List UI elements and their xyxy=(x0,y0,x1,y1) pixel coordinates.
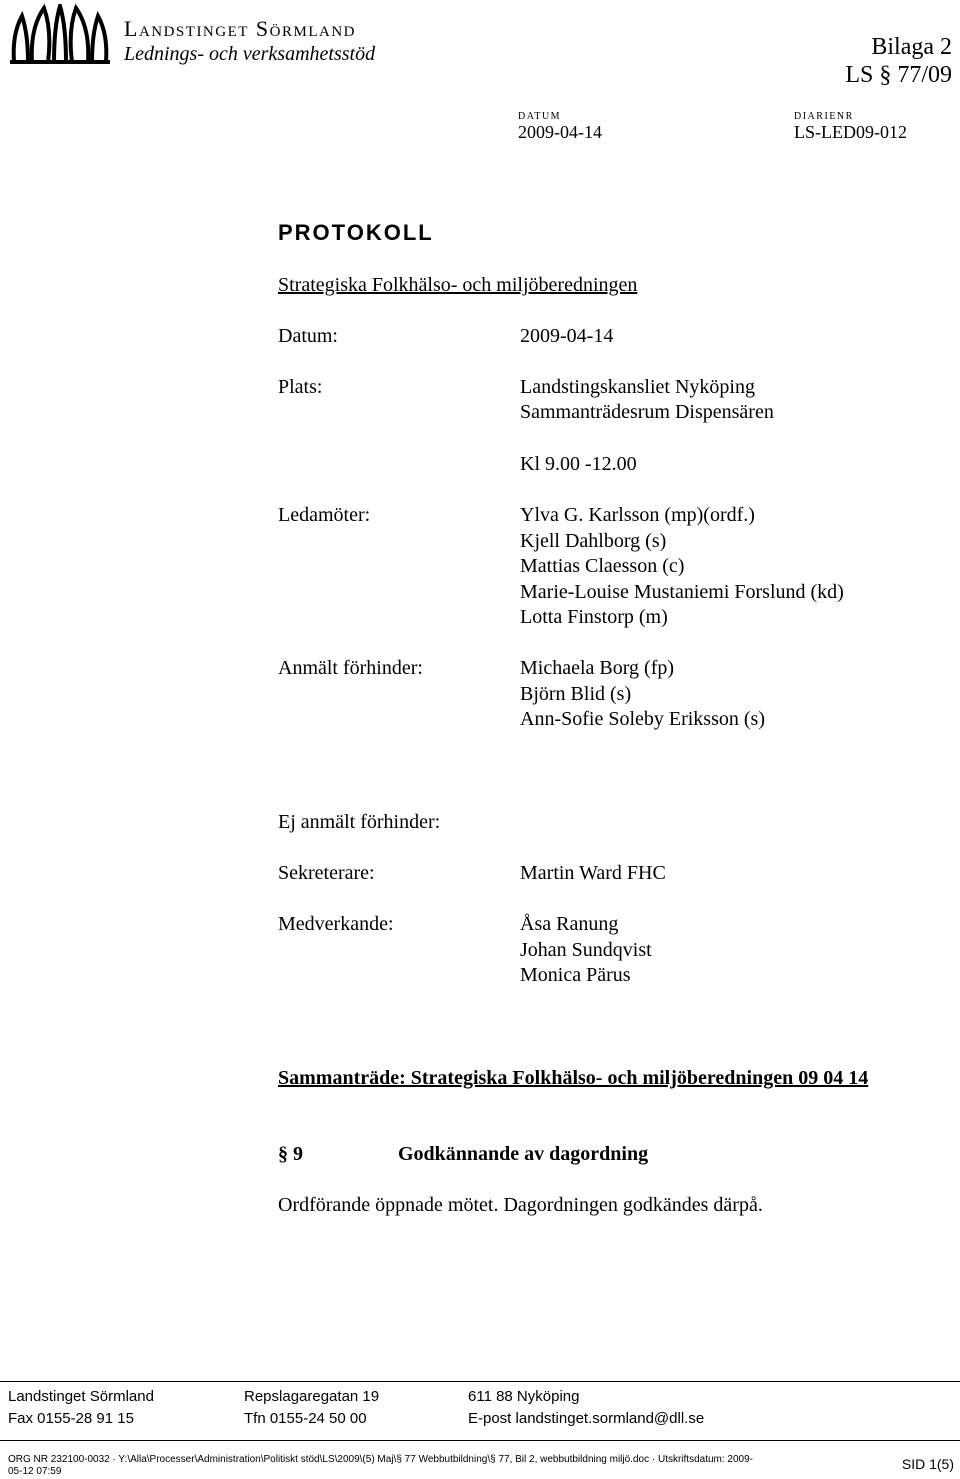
footer-phone: Tfn 0155-24 50 00 xyxy=(244,1410,367,1427)
ej-anmalt-label: Ej anmält förhinder: xyxy=(278,811,441,833)
medverkande-label: Medverkande: xyxy=(278,913,394,935)
datum-label: Datum: xyxy=(278,325,338,347)
org-subtitle: Lednings- och verksamhetsstöd xyxy=(124,43,376,65)
plats-line-2: Sammanträdesrum Dispensären xyxy=(520,401,774,423)
anmalt-3: Ann-Sofie Soleby Eriksson (s) xyxy=(520,708,765,730)
sekreterare-label: Sekreterare: xyxy=(278,862,375,884)
bilaga-label: Bilaga 2 xyxy=(871,34,952,60)
medverkande-3: Monica Pärus xyxy=(520,964,631,986)
datum-value: 2009-04-14 xyxy=(520,325,614,347)
ledamot-4: Marie-Louise Mustaniemi Forslund (kd) xyxy=(520,581,844,603)
footer-city: 611 88 Nyköping xyxy=(468,1388,580,1405)
anmalt-1: Michaela Borg (fp) xyxy=(520,657,675,679)
diarienr-header-label: DIARIENR xyxy=(794,111,854,122)
diarienr-header-value: LS-LED09-012 xyxy=(794,122,907,142)
footer-meta-line-2: 05-12 07:59 xyxy=(8,1466,62,1477)
lotus-logo-icon xyxy=(8,4,112,66)
footer-bottom-rule xyxy=(0,1440,960,1441)
paragraph-number: § 9 xyxy=(278,1143,303,1165)
ledamot-1: Ylva G. Karlsson (mp)(ordf.) xyxy=(520,504,755,526)
org-name: Landstinget Sörmland xyxy=(124,16,356,41)
datum-header-value: 2009-04-14 xyxy=(518,122,602,142)
document-title: PROTOKOLL xyxy=(278,220,434,245)
anmalt-2: Björn Blid (s) xyxy=(520,683,632,705)
ledamoter-label: Ledamöter: xyxy=(278,504,371,526)
committee-name: Strategiska Folkhälso- och miljöberedningen xyxy=(278,274,638,296)
page-number: SID 1(5) xyxy=(901,1456,954,1472)
paragraph-text: Ordförande öppnade mötet. Dagordningen godkändes därpå. xyxy=(278,1194,763,1216)
plats-label: Plats: xyxy=(278,376,323,398)
datum-header-label: DATUM xyxy=(518,111,562,122)
plats-line-1: Landstingskansliet Nyköping xyxy=(520,376,755,398)
footer-meta-line-1: ORG NR 232100-0032 · Y:\Alla\Processer\Administration\Politiskt stöd\LS\2009\(5) Maj\§ 77 Webbutbildning\§ 77, Bil 2, webbutbildning miljö.doc · Utskriftsdatum: 2009- xyxy=(8,1454,754,1465)
footer-top-rule xyxy=(0,1381,960,1382)
sekreterare-value: Martin Ward FHC xyxy=(520,862,666,884)
footer-address: Repslagaregatan 19 xyxy=(244,1388,380,1405)
anmalt-forhinder-label: Anmält förhinder: xyxy=(278,657,423,679)
ledamot-2: Kjell Dahlborg (s) xyxy=(520,530,667,552)
footer-org: Landstinget Sörmland xyxy=(8,1388,154,1405)
ls-reference: LS § 77/09 xyxy=(845,62,952,88)
medverkande-2: Johan Sundqvist xyxy=(520,939,652,961)
footer-email: E-post landstinget.sormland@dll.se xyxy=(468,1410,705,1427)
ledamot-3: Mattias Claesson (c) xyxy=(520,555,685,577)
meeting-time: Kl 9.00 -12.00 xyxy=(520,453,637,475)
sammantrade-heading: Sammanträde: Strategiska Folkhälso- och miljöberedningen 09 04 14 xyxy=(278,1067,869,1089)
footer-fax: Fax 0155-28 91 15 xyxy=(8,1410,134,1427)
paragraph-title: Godkännande av dagordning xyxy=(398,1143,649,1165)
ledamot-5: Lotta Finstorp (m) xyxy=(520,606,668,628)
medverkande-1: Åsa Ranung xyxy=(520,913,619,935)
